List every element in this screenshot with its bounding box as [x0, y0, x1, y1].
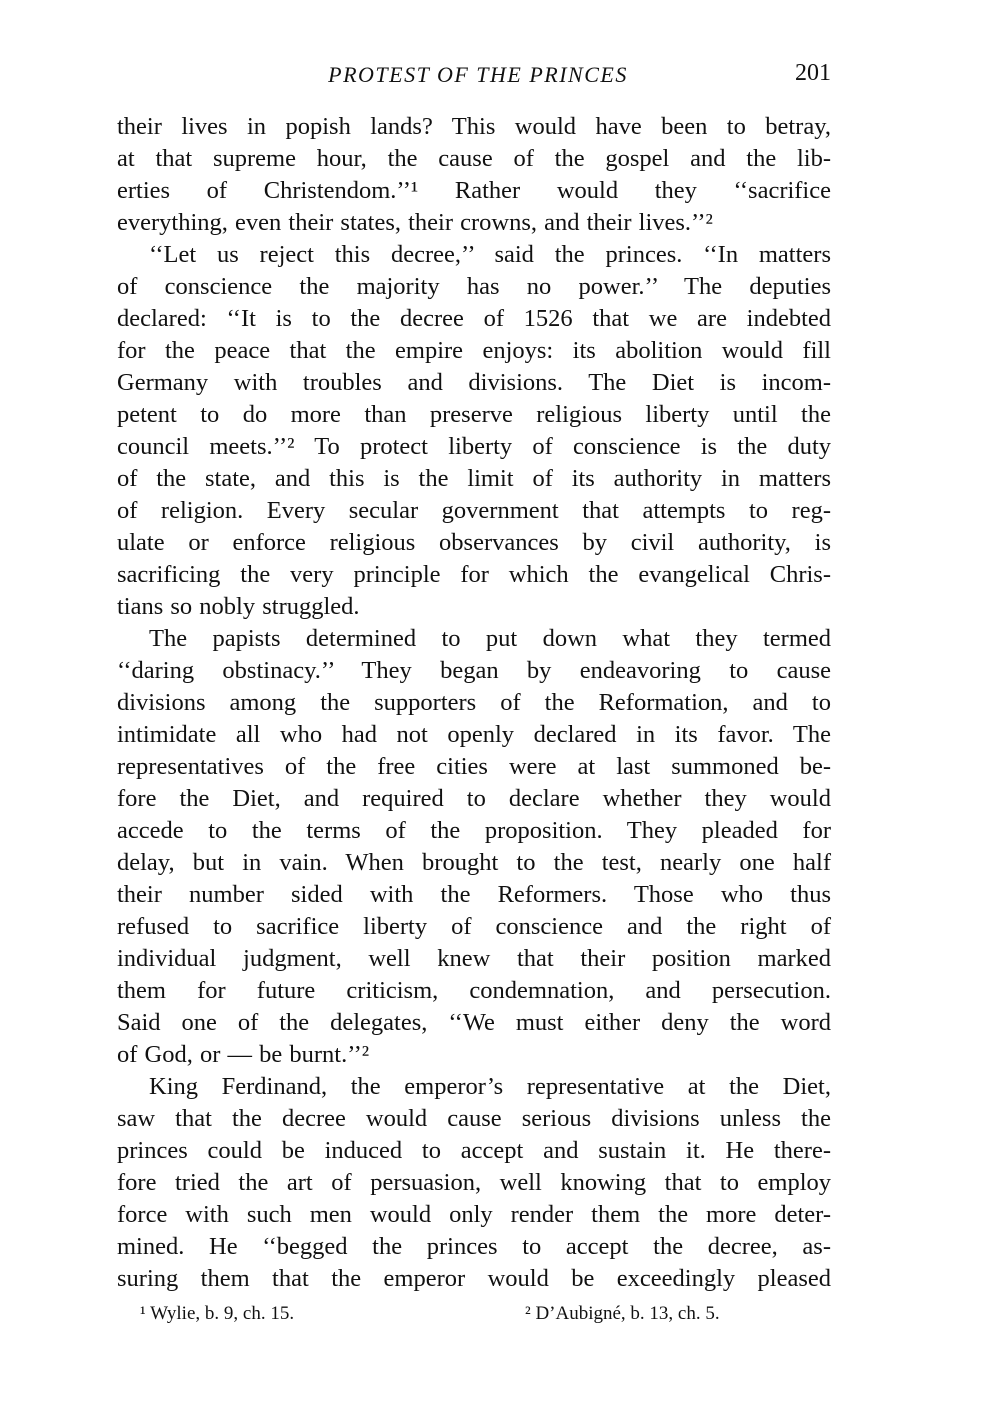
paragraph: [117, 239, 831, 623]
text-line: The papists determined to put down what they termed: [149, 625, 831, 652]
text-line: everything, even their states, their crowns, and their lives.’’²: [117, 209, 713, 236]
text-line: fore the Diet, and required to declare whether they would: [117, 785, 831, 812]
text-line: intimidate all who had not openly declared in its favor. The: [117, 721, 831, 748]
text-line: ulate or enforce religious observances by civil authority, is: [117, 529, 831, 556]
text-line: ‘‘Let us reject this decree,’’ said the princes. ‘‘In matters: [149, 241, 831, 268]
footnote-1: ¹ Wylie, b. 9, ch. 15.: [140, 1303, 295, 1324]
running-header: [117, 58, 831, 92]
text-line: representatives of the free cities were at last summoned be-: [117, 753, 831, 780]
running-title: PROTEST OF THE PRINCES: [328, 62, 628, 87]
text-line: sacrificing the very principle for which the evangelical Chris-: [117, 561, 831, 588]
text-line: fore tried the art of persuasion, well knowing that to employ: [117, 1169, 831, 1196]
text-line: their lives in popish lands? This would have been to betray,: [117, 113, 831, 140]
text-line: force with such men would only render them the more deter-: [117, 1201, 831, 1228]
text-line: declared: ‘‘It is to the decree of 1526 that we are indebted: [117, 305, 831, 332]
text-line: saw that the decree would cause serious divisions unless the: [117, 1105, 831, 1132]
text-line: princes could be induced to accept and sustain it. He there-: [117, 1137, 831, 1164]
text-line: refused to sacrifice liberty of conscience and the right of: [117, 913, 831, 940]
text-line: erties of Christendom.’’¹ Rather would they ‘‘sacrifice: [117, 177, 831, 204]
text-line: for the peace that the empire enjoys: its abolition would fill: [117, 337, 831, 364]
text-line: council meets.’’² To protect liberty of conscience is the duty: [117, 433, 831, 460]
text-line: King Ferdinand, the emperor’s representative at the Diet,: [149, 1073, 831, 1100]
text-line: ‘‘daring obstinacy.’’ They began by endeavoring to cause: [117, 657, 831, 684]
text-line: delay, but in vain. When brought to the test, nearly one half: [117, 849, 831, 876]
text-line: suring them that the emperor would be exceedingly pleased: [117, 1265, 831, 1292]
text-line: mined. He ‘‘begged the princes to accept the decree, as-: [117, 1233, 831, 1260]
text-line: at that supreme hour, the cause of the gospel and the lib-: [117, 145, 831, 172]
page-number: 201: [795, 60, 831, 86]
text-line: of God, or — be burnt.’’²: [117, 1041, 370, 1068]
paragraph: [117, 1071, 831, 1295]
text-line: of religion. Every secular government that attempts to reg-: [117, 497, 831, 524]
text-line: individual judgment, well knew that their position marked: [117, 945, 831, 972]
text-line: their number sided with the Reformers. Those who thus: [117, 881, 831, 908]
text-line: divisions among the supporters of the Reformation, and to: [117, 689, 831, 716]
footnote-2: ² D’Aubigné, b. 13, ch. 5.: [525, 1303, 720, 1324]
text-line: accede to the terms of the proposition. They pleaded for: [117, 817, 831, 844]
text-line: of the state, and this is the limit of its authority in matters: [117, 465, 831, 492]
paragraph: [117, 623, 831, 1071]
body-text: [117, 111, 831, 1295]
text-line: them for future criticism, condemnation, and persecution.: [117, 977, 831, 1004]
paragraph: [117, 111, 831, 239]
text-line: Said one of the delegates, ‘‘We must either deny the word: [117, 1009, 831, 1036]
text-line: of conscience the majority has no power.’’ The deputies: [117, 273, 831, 300]
text-line: petent to do more than preserve religious liberty until the: [117, 401, 831, 428]
text-line: tians so nobly struggled.: [117, 593, 360, 620]
text-line: Germany with troubles and divisions. The Diet is incom-: [117, 369, 831, 396]
